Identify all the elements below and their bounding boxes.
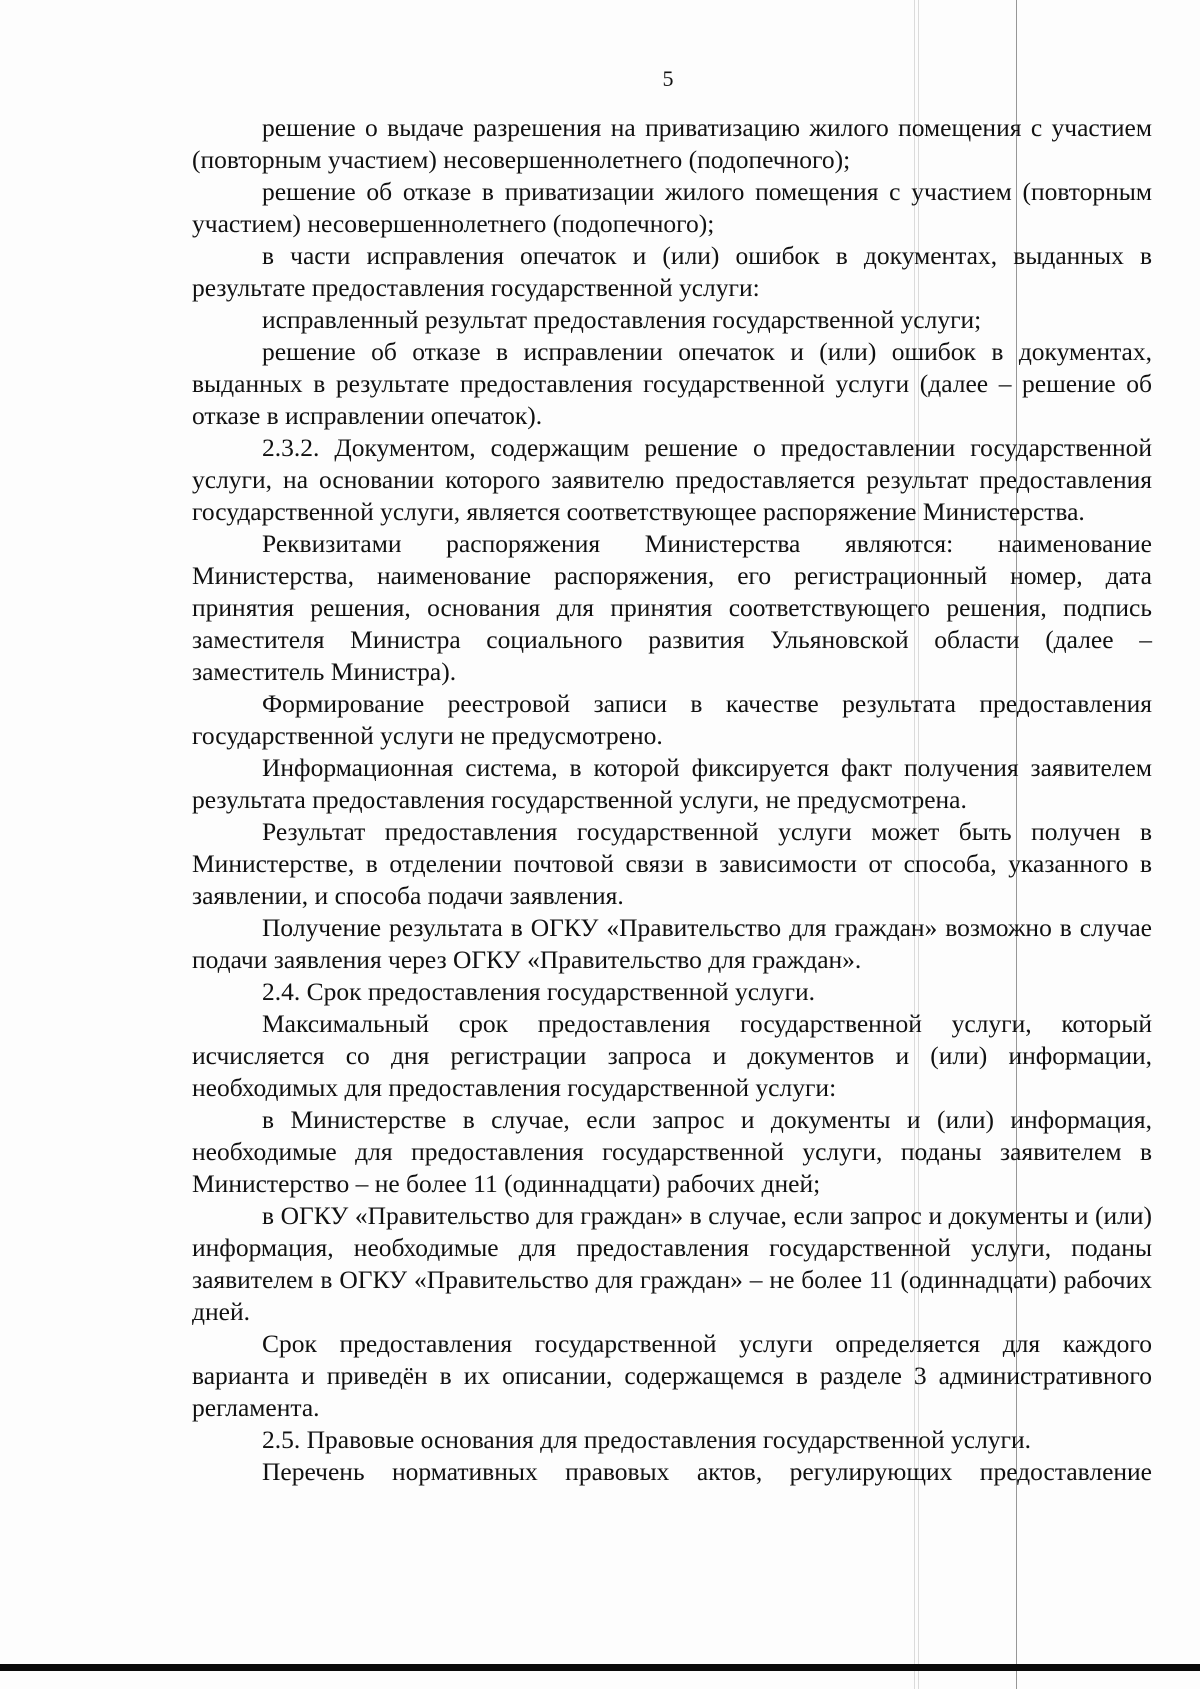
paragraph: решение об отказе в приватизации жилого помещения с участием (повторным участием) несовершеннолетнего (подопечного); [192, 177, 1152, 238]
paragraph: Получение результата в ОГКУ «Правительство для граждан» возможно в случае подачи заявления через ОГКУ «Правительство для граждан». [192, 913, 1152, 974]
paragraph: исправленный результат предоставления государственной услуги; [262, 305, 982, 334]
paragraph: Реквизитами распоряжения Министерства являются: наименование Министерства, наименование распоряжения, его регистрационный номер, дата принятия решения, основания для принятия соответствующего решения, подпись заместителя Министра социального развития Ульяновской области (далее – заместитель Министра). [192, 529, 1152, 686]
paragraph: в части исправления опечаток и (или) ошибок в документах, выданных в результате предоставления государственной услуги: [192, 241, 1152, 302]
scan-bottom-edge [0, 1664, 1200, 1671]
paragraph: Информационная система, в которой фиксируется факт получения заявителем результата предоставления государственной услуги, не предусмотрена. [192, 753, 1152, 814]
paragraph: в Министерстве в случае, если запрос и документы и (или) информация, необходимые для предоставления государственной услуги, поданы заявителем в Министерство – не более 11 (одиннадцати) рабочих дней; [192, 1105, 1152, 1198]
paragraph: решение об отказе в исправлении опечаток и (или) ошибок в документах, выданных в результате предоставления государственной услуги (далее – решение об отказе в исправлении опечаток). [192, 337, 1152, 430]
paragraph: Результат предоставления государственной услуги может быть получен в Министерстве, в отделении почтовой связи в зависимости от способа, указанного в заявлении, и способа подачи заявления. [192, 817, 1152, 910]
paragraph: решение о выдаче разрешения на приватизацию жилого помещения с участием (повторным участием) несовершеннолетнего (подопечного); [192, 113, 1152, 174]
section-heading: 2.5. Правовые основания для предоставления государственной услуги. [262, 1425, 1032, 1454]
paragraph: Формирование реестровой записи в качестве результата предоставления государственной услуги не предусмотрено. [192, 689, 1152, 750]
section-heading: 2.4. Срок предоставления государственной услуги. [262, 977, 816, 1006]
paragraph: Максимальный срок предоставления государственной услуги, который исчисляется со дня регистрации запроса и документов и (или) информации, необходимых для предоставления государственной услуги: [192, 1009, 1152, 1102]
paragraph: 2.3.2. Документом, содержащим решение о предоставлении государственной услуги, на основании которого заявителю предоставляется результат предоставления государственной услуги, является соответствующее распоряжение Министерства. [192, 433, 1152, 526]
paragraph: Срок предоставления государственной услуги определяется для каждого варианта и приведён в их описании, содержащемся в разделе 3 административного регламента. [192, 1329, 1152, 1422]
page-number: 5 [662, 66, 674, 91]
paragraph: в ОГКУ «Правительство для граждан» в случае, если запрос и документы и (или) информация, необходимые для предоставления государственной услуги, поданы заявителем в ОГКУ «Правительство для граждан» – не более 11 (одиннадцати) рабочих дней. [192, 1201, 1152, 1326]
paragraph: Перечень нормативных правовых актов, регулирующих предоставление [262, 1457, 1152, 1486]
document-body [192, 112, 1152, 1488]
